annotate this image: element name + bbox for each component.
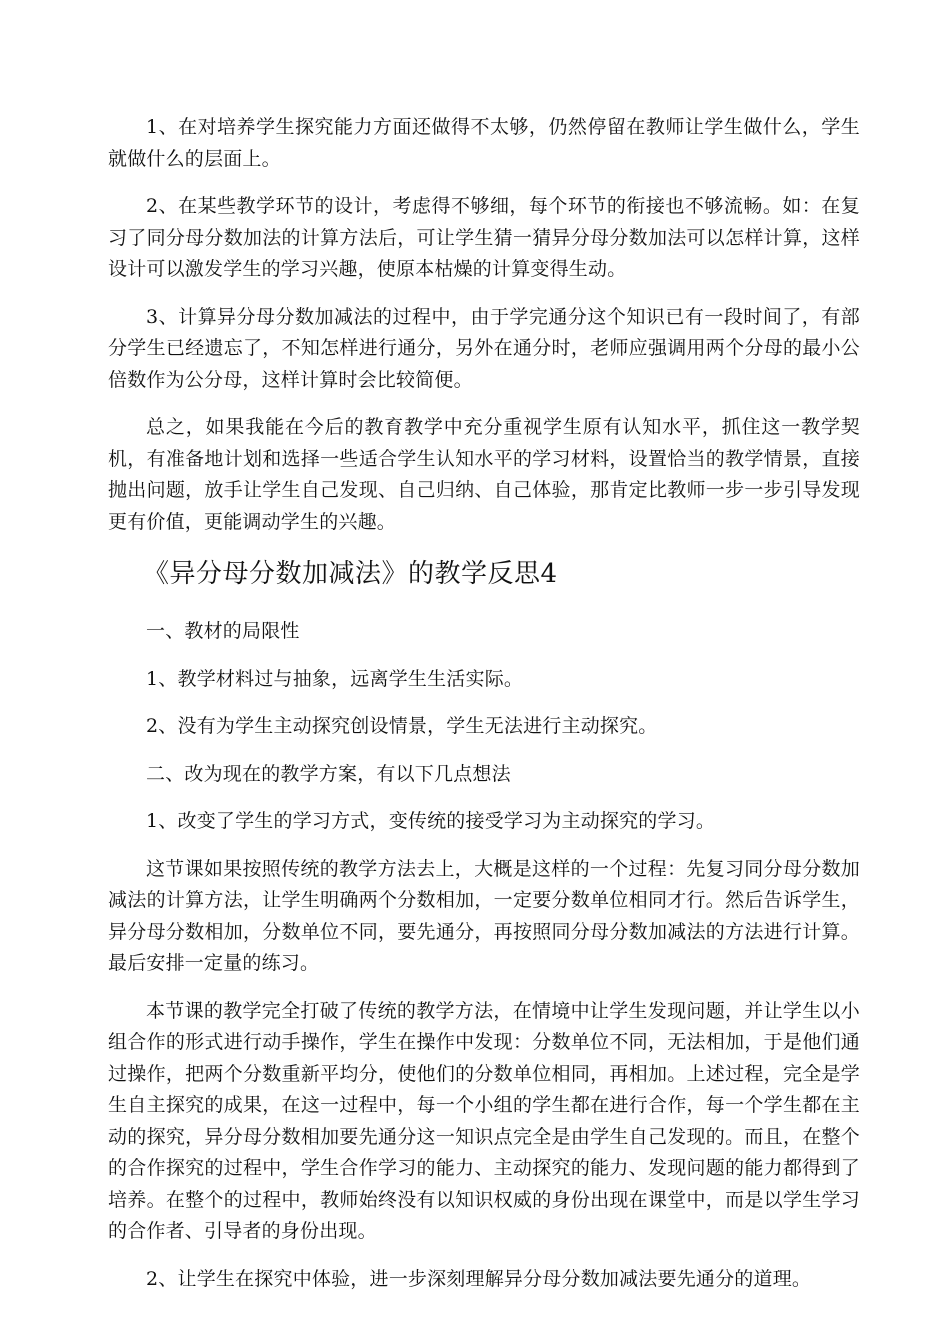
paragraph-1: 1、在对培养学生探究能力方面还做得不太够，仍然停留在教师让学生做什么，学生就做什么的层面上。 <box>108 116 860 170</box>
paragraph-summary: 总之，如果我能在今后的教育教学中充分重视学生原有认知水平，抓住这一教学契机，有准备地计划和选择一些适合学生认知水平的学习材料，设置恰当的教学情景，直接抛出问题，放手让学生自己发现、自己归纳、自己体验，那肯定比教师一步一步引导发现更有价值，更能调动学生的兴趣。 <box>108 416 860 533</box>
paragraph-3: 3、计算异分母分数加减法的过程中，由于学完通分这个知识已有一段时间了，有部分学生已经遗忘了，不知怎样进行通分，另外在通分时，老师应强调用两个分母的最小公倍数作为公分母，这样计算时会比较简便。 <box>108 305 860 391</box>
paragraph-traditional: 这节课如果按照传统的教学方法去上，大概是这样的一个过程：先复习同分母分数加减法的计算方法，让学生明确两个分数相加，一定要分数单位相同才行。然后告诉学生，异分母分数相加，分数单位不同，要先通分，再按照同分母分数加减法的方法进行计算。最后安排一定量的练习。 <box>108 857 860 974</box>
paragraph-2: 2、在某些教学环节的设计，考虑得不够细，每个环节的衔接也不够流畅。如：在复习了同分母分数加法的计算方法后，可让学生猜一猜异分母分数加法可以怎样计算，这样设计可以激发学生的学习兴趣，使原本枯燥的计算变得生动。 <box>108 195 860 280</box>
section-title: 《异分母分数加减法》的教学反思4 <box>143 559 558 589</box>
subheading-1: 一、教材的局限性 <box>146 620 300 642</box>
document-page <box>108 112 860 1311</box>
list-item-1: 1、教学材料过与抽象，远离学生生活实际。 <box>146 667 524 690</box>
list-item-3: 1、改变了学生的学习方式，变传统的接受学习为主动探究的学习。 <box>146 810 716 832</box>
subheading-2: 二、改为现在的教学方案，有以下几点想法 <box>146 762 511 785</box>
paragraph-new-method: 本节课的教学完全打破了传统的教学方法，在情境中让学生发现问题，并让学生以小组合作的形式进行动手操作，学生在操作中发现：分数单位不同，无法相加，于是他们通过操作，把两个分数重新平均分，使他们的分数单位相同，再相加。上述过程，完全是学生自主探究的成果，在这一过程中，每一个小组的学生都在进行合作，每一个学生都在主动的探究，异分母分数相加要先通分这一知识点完全是由学生自己发现的。而且，在整个的合作探究的过程中，学生合作学习的能力、主动探究的能力、发现问题的能力都得到了培养。在整个的过程中，教师始终没有以知识权威的身份出现在课堂中，而是以学生学习的合作者、引导者的身份出现。 <box>108 999 860 1242</box>
list-item-2: 2、没有为学生主动探究创设情景，学生无法进行主动探究。 <box>146 715 658 737</box>
list-item-4: 2、让学生在探究中体验，进一步深刻理解异分母分数加减法要先通分的道理。 <box>146 1267 812 1290</box>
